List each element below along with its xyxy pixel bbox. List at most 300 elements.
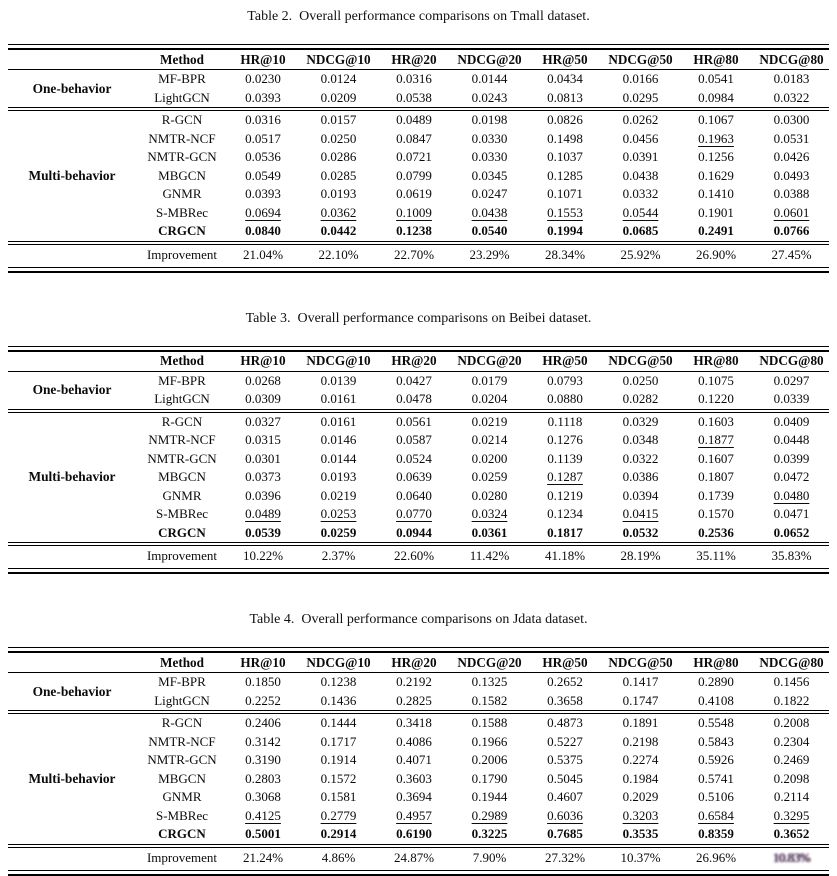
table-row bbox=[136, 733, 832, 752]
table-row bbox=[136, 167, 832, 186]
metric-cell: 0.0799 bbox=[396, 167, 432, 183]
metric-cell: 0.0826 bbox=[547, 112, 583, 128]
metric-cell: 0.5001 bbox=[245, 826, 281, 842]
row-group bbox=[8, 372, 829, 409]
metric-cell: 0.1877 bbox=[698, 432, 734, 448]
table-body bbox=[8, 372, 829, 567]
metric-cell: 0.1325 bbox=[471, 674, 508, 690]
method-cell: NMTR-GCN bbox=[147, 149, 217, 165]
table-row bbox=[136, 148, 832, 167]
header-cell-metric: NDCG@10 bbox=[306, 51, 371, 67]
table-row bbox=[136, 372, 832, 391]
metric-cell: 0.4607 bbox=[547, 789, 583, 805]
metric-cell: 0.2274 bbox=[622, 752, 659, 768]
header-cell-metric: NDCG@10 bbox=[306, 654, 371, 670]
metric-cell: 0.0434 bbox=[547, 71, 583, 87]
improvement-cell: 24.87% bbox=[393, 849, 435, 865]
metric-cell: 0.3068 bbox=[245, 789, 281, 805]
metric-cell: 0.0268 bbox=[245, 372, 281, 388]
metric-cell: 0.6190 bbox=[396, 826, 432, 842]
metric-cell: 0.0685 bbox=[622, 223, 659, 239]
table-row bbox=[136, 692, 832, 711]
metric-cell: 0.3535 bbox=[622, 826, 659, 842]
table-row bbox=[136, 111, 832, 130]
improvement-cell: 23.29% bbox=[469, 246, 510, 262]
metric-cell: 0.0544 bbox=[622, 204, 659, 220]
metric-cell: 0.0193 bbox=[320, 186, 357, 202]
table-row bbox=[136, 673, 832, 692]
improvement-cell: 35.83% bbox=[771, 548, 812, 563]
metric-cell: 0.5045 bbox=[547, 770, 583, 786]
metric-cell: 0.0219 bbox=[471, 413, 508, 429]
metric-cell: 0.1963 bbox=[698, 130, 734, 146]
metric-cell: 0.0409 bbox=[773, 413, 810, 429]
metric-cell: 0.0847 bbox=[396, 130, 432, 146]
metric-cell: 0.3225 bbox=[471, 826, 508, 842]
group-rows bbox=[136, 714, 832, 844]
metric-cell: 0.0640 bbox=[396, 487, 432, 503]
performance-table bbox=[8, 44, 829, 273]
group-label: One-behavior bbox=[32, 382, 112, 397]
metric-cell: 0.0204 bbox=[471, 391, 508, 407]
improvement-cell: 35.11% bbox=[696, 548, 736, 563]
improvement-cell: 26.90% bbox=[695, 246, 737, 262]
metric-cell: 0.0250 bbox=[622, 372, 659, 388]
improvement-label: Improvement bbox=[146, 246, 218, 262]
metric-cell: 0.0438 bbox=[471, 204, 508, 220]
metric-cell: 0.0393 bbox=[245, 186, 281, 202]
metric-cell: 0.0539 bbox=[245, 524, 281, 540]
metric-cell: 0.0531 bbox=[773, 130, 810, 146]
metric-cell: 0.2029 bbox=[622, 789, 659, 805]
group-rows bbox=[136, 673, 832, 710]
metric-cell: 0.0330 bbox=[471, 130, 508, 146]
metric-cell: 0.0301 bbox=[245, 450, 281, 466]
improvement-cell: 22.70% bbox=[393, 246, 435, 262]
metric-cell: 0.0538 bbox=[396, 89, 432, 105]
metric-cell: 0.1570 bbox=[698, 506, 734, 522]
metric-cell: 0.1444 bbox=[320, 715, 357, 731]
method-cell: NMTR-NCF bbox=[148, 733, 216, 749]
method-cell: MF-BPR bbox=[158, 372, 206, 388]
metric-cell: 0.0250 bbox=[320, 130, 357, 146]
table-row bbox=[136, 807, 832, 826]
horizontal-rule bbox=[8, 542, 829, 543]
improvement-row bbox=[8, 546, 829, 566]
table-row bbox=[136, 450, 832, 469]
metric-cell: 0.0388 bbox=[773, 186, 810, 202]
row-group bbox=[8, 70, 829, 107]
improvement-row bbox=[8, 245, 829, 265]
improvement-cell: 4.86% bbox=[321, 849, 356, 865]
table-row bbox=[136, 825, 832, 844]
metric-cell: 0.0540 bbox=[471, 223, 508, 239]
improvement-row bbox=[8, 848, 829, 868]
metric-cell: 0.0373 bbox=[245, 469, 281, 485]
table-row bbox=[136, 714, 832, 733]
metric-cell: 0.1914 bbox=[320, 752, 357, 768]
metric-cell: 0.0297 bbox=[773, 372, 810, 388]
header-cell-metric: NDCG@20 bbox=[457, 654, 522, 670]
table-section bbox=[8, 311, 829, 575]
metric-cell: 0.0427 bbox=[396, 372, 432, 388]
row-group bbox=[8, 111, 829, 241]
method-cell: GNMR bbox=[162, 487, 202, 503]
metric-cell: 0.5843 bbox=[698, 733, 734, 749]
performance-table bbox=[8, 346, 829, 575]
metric-cell: 0.4071 bbox=[396, 752, 432, 768]
header-cell-metric: NDCG@10 bbox=[306, 353, 371, 368]
metric-cell: 0.1603 bbox=[698, 413, 734, 429]
header-cell-metric: NDCG@80 bbox=[759, 353, 824, 368]
horizontal-rule bbox=[8, 271, 829, 273]
metric-cell: 0.8359 bbox=[698, 826, 734, 842]
metric-cell: 0.0362 bbox=[320, 204, 357, 220]
metric-cell: 0.0391 bbox=[622, 149, 659, 165]
metric-cell: 0.1588 bbox=[471, 715, 508, 731]
metric-cell: 0.0361 bbox=[471, 524, 508, 540]
header-cell-method: Method bbox=[160, 654, 204, 670]
metric-cell: 0.0330 bbox=[471, 149, 508, 165]
improvement-cell: 11.42% bbox=[469, 548, 510, 563]
metric-cell: 0.2652 bbox=[547, 674, 583, 690]
table-header-row bbox=[8, 653, 829, 672]
metric-cell: 0.0253 bbox=[320, 506, 357, 522]
horizontal-rule bbox=[8, 267, 829, 268]
metric-cell: 0.2304 bbox=[773, 733, 810, 749]
metric-cell: 0.3190 bbox=[245, 752, 281, 768]
metric-cell: 0.1850 bbox=[245, 674, 281, 690]
metric-cell: 0.1067 bbox=[698, 112, 734, 128]
row-group bbox=[8, 413, 829, 543]
metric-cell: 0.1410 bbox=[698, 186, 734, 202]
metric-cell: 0.1984 bbox=[622, 770, 659, 786]
metric-cell: 0.1256 bbox=[698, 149, 734, 165]
metric-cell: 0.1739 bbox=[698, 487, 734, 503]
metric-cell: 0.0259 bbox=[471, 469, 508, 485]
metric-cell: 0.0394 bbox=[622, 487, 659, 503]
method-cell: CRGCN bbox=[158, 524, 206, 540]
metric-cell: 0.2406 bbox=[245, 715, 281, 731]
metric-cell: 0.1966 bbox=[471, 733, 508, 749]
metric-cell: 0.1220 bbox=[698, 391, 734, 407]
metric-cell: 0.2198 bbox=[622, 733, 659, 749]
table-row bbox=[136, 89, 832, 108]
metric-cell: 0.0282 bbox=[622, 391, 659, 407]
metric-cell: 0.2890 bbox=[698, 674, 734, 690]
metric-cell: 0.1417 bbox=[622, 674, 659, 690]
metric-cell: 0.0230 bbox=[245, 71, 281, 87]
horizontal-rule bbox=[8, 844, 829, 845]
metric-cell: 0.0619 bbox=[396, 186, 432, 202]
metric-cell: 0.0183 bbox=[773, 71, 810, 87]
metric-cell: 0.4108 bbox=[698, 692, 734, 708]
metric-cell: 0.0471 bbox=[773, 506, 810, 522]
metric-cell: 0.1629 bbox=[698, 167, 734, 183]
table-row bbox=[136, 788, 832, 807]
metric-cell: 0.0472 bbox=[773, 469, 810, 485]
metric-cell: 0.1553 bbox=[547, 204, 583, 220]
table-row bbox=[136, 751, 832, 770]
method-cell: R-GCN bbox=[161, 715, 203, 731]
metric-cell: 0.1287 bbox=[547, 469, 583, 485]
method-cell: GNMR bbox=[162, 186, 202, 202]
metric-cell: 0.1582 bbox=[471, 692, 508, 708]
metric-cell: 0.0209 bbox=[320, 89, 357, 105]
table-row bbox=[136, 468, 832, 487]
table-row bbox=[136, 770, 832, 789]
metric-cell: 0.0329 bbox=[622, 413, 659, 429]
header-cell-metric: HR@20 bbox=[391, 51, 437, 67]
metric-cell: 0.0415 bbox=[622, 506, 659, 522]
method-cell: NMTR-NCF bbox=[148, 130, 216, 146]
metric-cell: 0.0944 bbox=[396, 524, 432, 540]
metric-cell: 0.5227 bbox=[547, 733, 583, 749]
metric-cell: 0.0262 bbox=[622, 112, 659, 128]
improvement-cell: 2.37% bbox=[321, 548, 356, 563]
header-cell-metric: HR@10 bbox=[240, 353, 286, 368]
metric-cell: 0.3418 bbox=[396, 715, 432, 731]
metric-cell: 0.5741 bbox=[698, 770, 734, 786]
improvement-cell: 25.92% bbox=[620, 246, 661, 262]
metric-cell: 0.2825 bbox=[396, 692, 432, 708]
improvement-cell: 26.96% bbox=[695, 849, 737, 865]
metric-cell: 0.1994 bbox=[547, 223, 583, 239]
metric-cell: 0.3694 bbox=[396, 789, 432, 805]
metric-cell: 0.0243 bbox=[471, 89, 508, 105]
horizontal-rule bbox=[8, 710, 829, 711]
table-row bbox=[136, 413, 832, 432]
metric-cell: 0.0139 bbox=[320, 372, 357, 388]
group-rows bbox=[136, 70, 832, 107]
group-rows bbox=[136, 111, 832, 241]
metric-cell: 0.0161 bbox=[320, 391, 357, 407]
method-cell: R-GCN bbox=[161, 413, 203, 429]
group-rows bbox=[136, 413, 832, 543]
metric-cell: 0.2469 bbox=[773, 752, 810, 768]
table-title: Table 4. Overall performance comparisons on Jdata dataset. bbox=[249, 612, 588, 627]
metric-cell: 0.0480 bbox=[773, 487, 810, 503]
metric-cell: 0.1944 bbox=[471, 789, 508, 805]
metric-cell: 0.3658 bbox=[547, 692, 583, 708]
method-cell: MBGCN bbox=[158, 469, 206, 485]
metric-cell: 0.0456 bbox=[622, 130, 659, 146]
metric-cell: 0.1139 bbox=[547, 450, 583, 466]
metric-cell: 0.0721 bbox=[396, 149, 432, 165]
metric-cell: 0.1790 bbox=[471, 770, 508, 786]
method-cell: MBGCN bbox=[158, 770, 206, 786]
header-cell-metric: NDCG@50 bbox=[608, 654, 673, 670]
table-row bbox=[136, 505, 832, 524]
method-cell: LightGCN bbox=[154, 391, 210, 407]
method-cell: MF-BPR bbox=[158, 674, 206, 690]
group-label: Multi-behavior bbox=[28, 167, 116, 183]
header-cell-metric: NDCG@50 bbox=[608, 353, 673, 368]
metric-cell: 0.1901 bbox=[698, 204, 734, 220]
metric-cell: 0.0393 bbox=[245, 89, 281, 105]
method-cell: MF-BPR bbox=[158, 71, 206, 87]
metric-cell: 0.0200 bbox=[471, 450, 508, 466]
metric-cell: 0.0280 bbox=[471, 487, 508, 503]
group-label: Multi-behavior bbox=[28, 469, 116, 485]
metric-cell: 0.5926 bbox=[698, 752, 734, 768]
metric-cell: 0.0332 bbox=[622, 186, 659, 202]
row-group bbox=[8, 714, 829, 844]
metric-cell: 0.1807 bbox=[698, 469, 734, 485]
table-title: Table 3. Overall performance comparisons on Beibei dataset. bbox=[245, 310, 592, 326]
improvement-cell: 10.83% bbox=[772, 849, 811, 865]
horizontal-rule bbox=[8, 44, 829, 45]
metric-cell: 0.7685 bbox=[547, 826, 583, 842]
metric-cell: 0.0247 bbox=[471, 186, 508, 202]
metric-cell: 0.5548 bbox=[698, 715, 734, 731]
metric-cell: 0.3603 bbox=[396, 770, 432, 786]
metric-cell: 0.1572 bbox=[320, 770, 357, 786]
improvement-cell: 41.18% bbox=[544, 548, 586, 563]
metric-cell: 0.3203 bbox=[622, 807, 659, 823]
metric-cell: 0.1747 bbox=[622, 692, 659, 708]
improvement-cell: 10.22% bbox=[242, 548, 284, 563]
metric-cell: 0.0322 bbox=[622, 450, 659, 466]
metric-cell: 0.0532 bbox=[622, 524, 659, 540]
header-cell-method: Method bbox=[160, 353, 204, 368]
metric-cell: 0.3652 bbox=[773, 826, 810, 842]
metric-cell: 0.0813 bbox=[547, 89, 583, 105]
metric-cell: 0.4873 bbox=[547, 715, 583, 731]
group-rows bbox=[136, 372, 832, 409]
table-row bbox=[136, 130, 832, 149]
metric-cell: 0.2914 bbox=[320, 826, 357, 842]
metric-cell: 0.0124 bbox=[320, 71, 357, 87]
metric-cell: 0.0478 bbox=[396, 391, 432, 407]
improvement-label: Improvement bbox=[146, 548, 218, 563]
metric-cell: 0.0146 bbox=[320, 432, 357, 448]
metric-cell: 0.2779 bbox=[320, 807, 357, 823]
horizontal-rule bbox=[8, 107, 829, 108]
metric-cell: 0.2008 bbox=[773, 715, 810, 731]
metric-cell: 0.0549 bbox=[245, 167, 281, 183]
horizontal-rule bbox=[8, 874, 829, 876]
metric-cell: 0.2803 bbox=[245, 770, 281, 786]
table-section bbox=[8, 0, 829, 273]
metric-cell: 0.1498 bbox=[547, 130, 583, 146]
metric-cell: 0.6584 bbox=[698, 807, 734, 823]
metric-cell: 0.0339 bbox=[773, 391, 810, 407]
table-header-row bbox=[8, 352, 829, 371]
improvement-cell: 28.19% bbox=[620, 548, 661, 563]
metric-cell: 0.0144 bbox=[471, 71, 508, 87]
metric-cell: 0.1234 bbox=[547, 506, 583, 522]
method-cell: NMTR-GCN bbox=[147, 752, 217, 768]
metric-cell: 0.0315 bbox=[245, 432, 281, 448]
metric-cell: 0.0219 bbox=[320, 487, 357, 503]
horizontal-rule bbox=[8, 346, 829, 347]
header-cell-metric: NDCG@20 bbox=[457, 51, 522, 67]
metric-cell: 0.1891 bbox=[622, 715, 659, 731]
method-cell: CRGCN bbox=[158, 826, 206, 842]
metric-cell: 0.0493 bbox=[773, 167, 810, 183]
metric-cell: 0.0322 bbox=[773, 89, 810, 105]
metric-cell: 0.1456 bbox=[773, 674, 810, 690]
metric-cell: 0.4957 bbox=[396, 807, 432, 823]
improvement-cell: 28.34% bbox=[544, 246, 586, 262]
table-row bbox=[136, 524, 832, 543]
table-row bbox=[136, 431, 832, 450]
metric-cell: 0.1436 bbox=[320, 692, 357, 708]
metric-cell: 0.0386 bbox=[622, 469, 659, 485]
metric-cell: 0.1009 bbox=[396, 204, 432, 220]
metric-cell: 0.0489 bbox=[245, 506, 281, 522]
metric-cell: 0.0770 bbox=[396, 506, 432, 522]
metric-cell: 0.2192 bbox=[396, 674, 432, 690]
improvement-cell: 21.24% bbox=[242, 849, 284, 865]
metric-cell: 0.2536 bbox=[698, 524, 734, 540]
metric-cell: 0.0285 bbox=[320, 167, 357, 183]
improvement-cell: 22.60% bbox=[393, 548, 435, 563]
metric-cell: 0.1607 bbox=[698, 450, 734, 466]
table-body bbox=[8, 673, 829, 868]
improvement-cell: 22.10% bbox=[318, 246, 359, 262]
metric-cell: 0.0286 bbox=[320, 149, 357, 165]
metric-cell: 0.0324 bbox=[471, 506, 508, 522]
metric-cell: 0.1581 bbox=[320, 789, 357, 805]
metric-cell: 0.1276 bbox=[547, 432, 583, 448]
horizontal-rule bbox=[8, 568, 829, 569]
horizontal-rule bbox=[8, 572, 829, 574]
metric-cell: 0.4086 bbox=[396, 733, 432, 749]
performance-table bbox=[8, 647, 829, 876]
metric-cell: 0.0448 bbox=[773, 432, 810, 448]
header-cell-metric: HR@10 bbox=[240, 654, 286, 670]
improvement-cell: 27.45% bbox=[771, 246, 812, 262]
metric-cell: 0.1285 bbox=[547, 167, 583, 183]
header-cell-metric: NDCG@50 bbox=[608, 51, 673, 67]
improvement-cell: 21.04% bbox=[242, 246, 284, 262]
metric-cell: 0.3142 bbox=[245, 733, 281, 749]
metric-cell: 0.0524 bbox=[396, 450, 432, 466]
metric-cell: 0.6036 bbox=[547, 807, 583, 823]
metric-cell: 0.0840 bbox=[245, 223, 281, 239]
table-row bbox=[136, 487, 832, 506]
metric-cell: 0.0316 bbox=[396, 71, 432, 87]
horizontal-rule bbox=[8, 870, 829, 871]
metric-cell: 0.1822 bbox=[773, 692, 810, 708]
header-cell-metric: HR@50 bbox=[542, 51, 588, 67]
metric-cell: 0.0144 bbox=[320, 450, 357, 466]
header-cell-metric: HR@80 bbox=[693, 353, 739, 368]
metric-cell: 0.0309 bbox=[245, 391, 281, 407]
metric-cell: 0.2006 bbox=[471, 752, 508, 768]
metric-cell: 0.0880 bbox=[547, 391, 583, 407]
header-cell-metric: HR@20 bbox=[391, 353, 437, 368]
method-cell: S-MBRec bbox=[156, 807, 208, 823]
metric-cell: 0.2098 bbox=[773, 770, 810, 786]
table-section bbox=[8, 612, 829, 876]
group-label: One-behavior bbox=[32, 683, 112, 699]
metric-cell: 0.1075 bbox=[698, 372, 734, 388]
metric-cell: 0.0161 bbox=[320, 413, 357, 429]
improvement-cell: 10.37% bbox=[620, 849, 661, 865]
method-cell: S-MBRec bbox=[156, 204, 208, 220]
horizontal-rule bbox=[8, 409, 829, 410]
group-label: Multi-behavior bbox=[28, 770, 116, 786]
metric-cell: 0.0442 bbox=[320, 223, 357, 239]
metric-cell: 0.0984 bbox=[698, 89, 734, 105]
method-cell: LightGCN bbox=[154, 89, 210, 105]
metric-cell: 0.0179 bbox=[471, 372, 508, 388]
metric-cell: 0.2491 bbox=[698, 223, 734, 239]
metric-cell: 0.1071 bbox=[547, 186, 583, 202]
